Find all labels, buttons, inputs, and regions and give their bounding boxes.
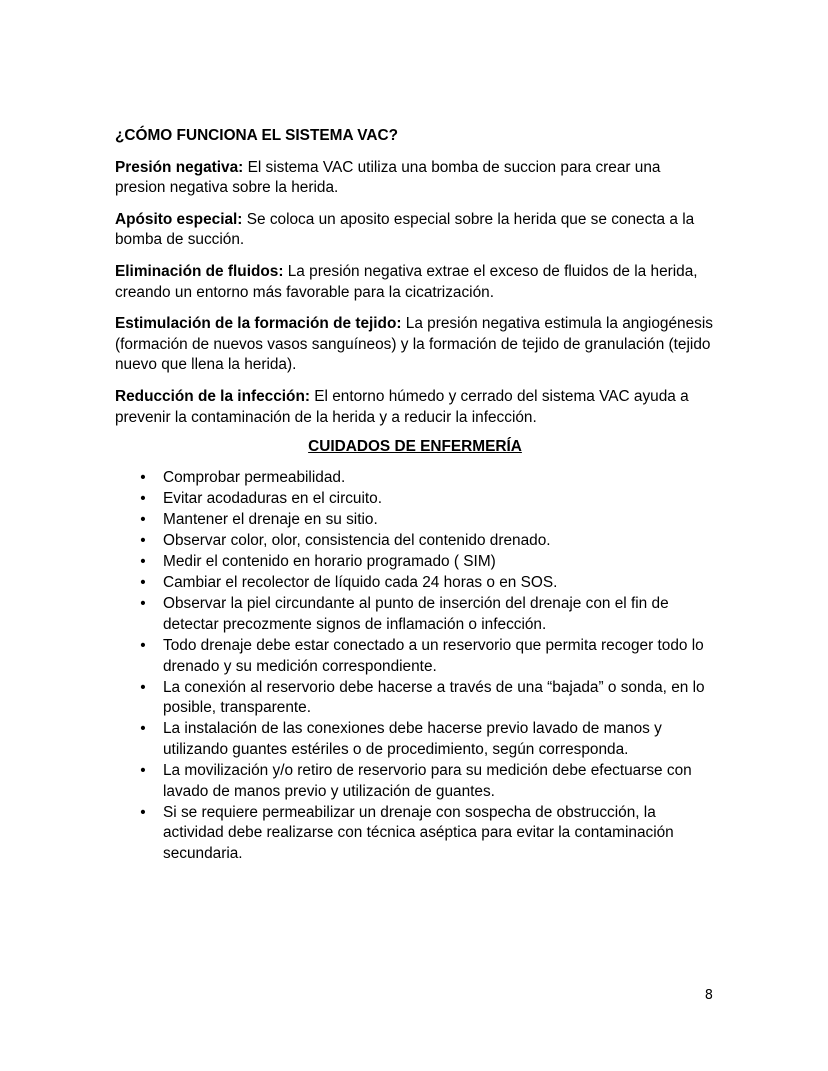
paragraph-lead: Reducción de la infección: bbox=[115, 387, 310, 405]
list-item bbox=[115, 573, 715, 594]
paragraph-text: El sistema VAC utiliza una bomba de succion para crear una presion negativa sobre la herida. bbox=[115, 158, 661, 197]
paragraph-text: La presión negativa extrae el exceso de fluidos de la herida, creando un entorno más favorable para la cicatrización. bbox=[115, 262, 698, 301]
bullet-icon: • bbox=[140, 803, 146, 821]
list-item-text: La conexión al reservorio debe hacerse a través de una “bajada” o sonda, en lo posible, transparente. bbox=[163, 678, 705, 717]
bullet-icon: • bbox=[140, 574, 146, 592]
list-item bbox=[115, 761, 715, 802]
list-item-text: Todo drenaje debe estar conectado a un reservorio que permita recoger todo lo drenado y su medición correspondiente. bbox=[163, 636, 704, 675]
bullet-icon: • bbox=[140, 636, 146, 654]
list-item-text: Mantener el drenaje en su sitio. bbox=[163, 510, 378, 528]
bullet-icon: • bbox=[140, 468, 146, 486]
paragraph-aposito-especial bbox=[115, 210, 715, 251]
bullet-icon: • bbox=[140, 678, 146, 696]
list-item bbox=[115, 489, 715, 510]
list-item-text: Observar color, olor, consistencia del contenido drenado. bbox=[163, 532, 551, 549]
paragraph-lead: Apósito especial: bbox=[115, 210, 243, 228]
list-item bbox=[115, 468, 715, 489]
bullet-icon: • bbox=[140, 510, 146, 528]
bullet-icon: • bbox=[140, 553, 146, 571]
paragraph-reduccion-infeccion bbox=[115, 387, 715, 428]
paragraph-lead: Eliminación de fluidos: bbox=[115, 262, 284, 280]
list-item bbox=[115, 594, 715, 635]
list-item-text: La movilización y/o retiro de reservorio para su medición debe efectuarse con lavado de manos previo y utilización de guantes. bbox=[163, 762, 692, 800]
bullet-icon: • bbox=[140, 489, 146, 507]
page-number: 8 bbox=[704, 988, 713, 1003]
list-item bbox=[115, 636, 715, 677]
care-list bbox=[115, 468, 715, 865]
paragraph-text: Se coloca un aposito especial sobre la herida que se conecta a la bomba de succión. bbox=[115, 210, 695, 249]
list-item bbox=[115, 531, 715, 552]
care-heading: CUIDADOS DE ENFERMERÍA bbox=[308, 438, 522, 456]
list-item bbox=[115, 552, 715, 573]
page-content bbox=[115, 126, 715, 865]
bullet-icon: • bbox=[140, 532, 146, 549]
list-item-text: Comprobar permeabilidad. bbox=[163, 468, 346, 486]
paragraph-eliminacion-fluidos bbox=[115, 262, 715, 303]
list-item bbox=[115, 719, 715, 760]
paragraph-lead: Presión negativa: bbox=[115, 158, 244, 176]
paragraph-text: La presión negativa estimula la angiogénesis (formación de nuevos vasos sanguíneos) y la formación de tejido de granulación (tejido nuevo que llena la herida). bbox=[115, 315, 713, 374]
paragraph-presion-negativa bbox=[115, 158, 715, 199]
list-item bbox=[115, 803, 715, 865]
list-item-text: Observar la piel circundante al punto de inserción del drenaje con el fin de detectar precozmente signos de inflamación o infección. bbox=[163, 595, 669, 633]
list-item bbox=[115, 678, 715, 719]
list-item bbox=[115, 510, 715, 531]
paragraph-text: El entorno húmedo y cerrado del sistema VAC ayuda a prevenir la contaminación de la herida y a reducir la infección. bbox=[115, 387, 689, 426]
list-item-text: Evitar acodaduras en el circuito. bbox=[163, 489, 383, 507]
paragraph-lead: Estimulación de la formación de tejido: bbox=[115, 315, 402, 333]
bullet-icon: • bbox=[140, 762, 146, 780]
section-title: ¿CÓMO FUNCIONA EL SISTEMA VAC? bbox=[115, 127, 399, 144]
paragraph-estimulacion-tejido bbox=[115, 314, 715, 376]
bullet-icon: • bbox=[140, 595, 146, 613]
list-item-text: Medir el contenido en horario programado ( SIM) bbox=[163, 553, 496, 571]
list-item-text: Si se requiere permeabilizar un drenaje con sospecha de obstrucción, la actividad debe realizarse con técnica aséptica para evitar la contaminación secundaria. bbox=[163, 803, 674, 862]
bullet-icon: • bbox=[140, 720, 146, 738]
list-item-text: La instalación de las conexiones debe hacerse previo lavado de manos y utilizando guantes estériles o de procedimiento, según corresponda. bbox=[163, 720, 662, 758]
list-item-text: Cambiar el recolector de líquido cada 24 horas o en SOS. bbox=[163, 574, 558, 592]
